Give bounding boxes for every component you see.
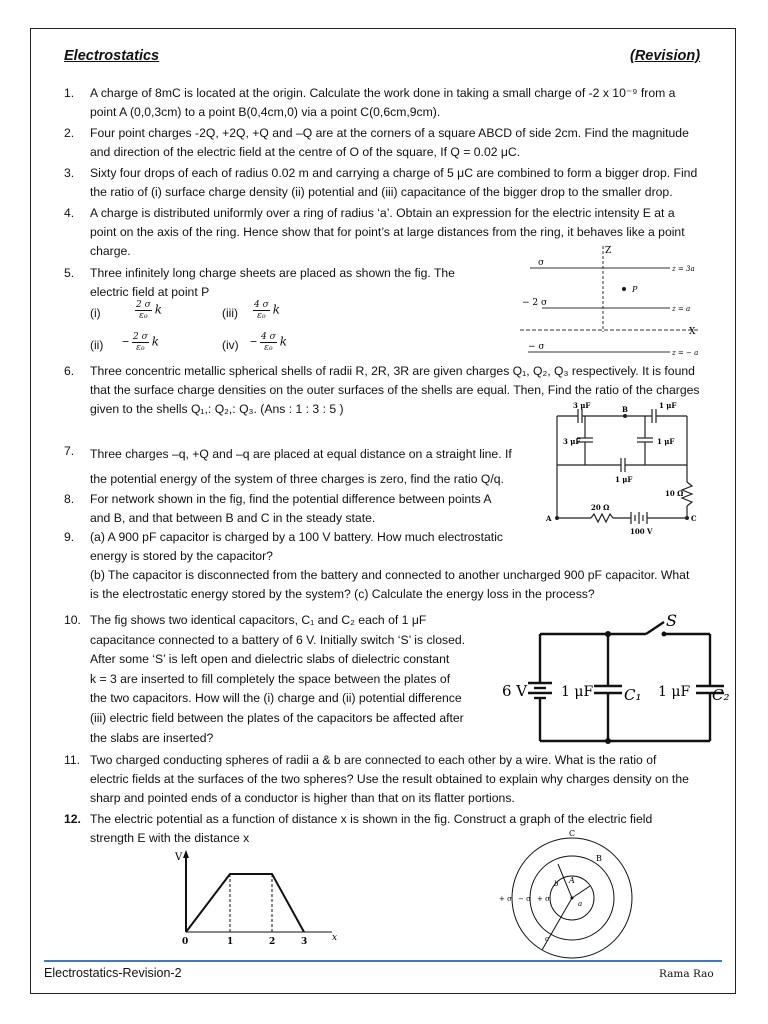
- tick-3: 3: [301, 937, 308, 947]
- sphere-c-label: C: [569, 829, 576, 838]
- x-axis-label: X: [689, 327, 696, 337]
- tick-2: 2: [269, 937, 276, 947]
- question-number: 9.: [64, 530, 75, 544]
- c2-name-label: C₂: [712, 686, 730, 704]
- question-line: that the surface charge densities on the outer surfaces of the shells are equal. Then, Find the ratio of the charges: [90, 383, 700, 397]
- question-line: the ratio of (i) surface charge density (ii) potential and (iii) capacitance of the bigger drop to the smaller drop.: [90, 185, 673, 199]
- document-tag: (Revision): [630, 48, 701, 64]
- sheet-top-position: z = 3a: [672, 265, 695, 273]
- node-b-label: B: [622, 405, 628, 414]
- q5-option-i: (i) $\frac{2 \sigma}{\text{ε₀}}$ k: [90, 300, 163, 321]
- question-line: energy is stored by the capacitor?: [90, 549, 273, 563]
- question-number: 4.: [64, 206, 75, 220]
- potential-graph-figure: [172, 848, 342, 946]
- question-line: capacitance connected to a battery of 6 V. Initially switch ‘S’ is closed.: [90, 632, 466, 647]
- question-line: Four point charges -2Q, +2Q, +Q and –Q are at the corners of a square ABCD of side 2cm. Find the magnitude: [90, 126, 689, 140]
- question-number: 11.: [64, 753, 81, 767]
- footer-title: Electrostatics-Revision-2: [44, 966, 182, 980]
- capacitor-network-figure: [545, 400, 715, 540]
- question-line: After some ‘S’ is left open and dielectric slabs of dielectric constant: [90, 652, 450, 667]
- cap-mid-left-label: 3 μF: [563, 437, 581, 446]
- question-line: A charge is distributed uniformly over a ring of radius ‘a’. Obtain an expression for the electric intensity E at a: [90, 206, 675, 220]
- resistor-left-label: 20 Ω: [591, 503, 610, 512]
- question-line: Three infinitely long charge sheets are placed as shown the fig. The: [90, 266, 455, 280]
- switch-label: S: [666, 611, 677, 630]
- question-line: Three charges –q, +Q and –q are placed at equal distance on a straight line. If: [90, 447, 512, 461]
- question-line: strength E with the distance x: [90, 831, 250, 845]
- sheet-middle-position: z = a: [672, 305, 691, 313]
- battery-label: 6 V: [502, 682, 528, 700]
- question-line: Two charged conducting spheres of radii a & b are connected to each other by a wire. What is the ratio of: [90, 753, 657, 767]
- question-line: and B, and that between B and C in the steady state.: [90, 511, 376, 525]
- question-line: given to the shells Q₁,: Q₂,: Q₃. (Ans : 1 : 3 : 5 ): [90, 402, 344, 416]
- tick-1: 1: [227, 937, 234, 947]
- charge-middle-label: − σ: [518, 895, 531, 903]
- y-axis-label: V: [175, 852, 183, 863]
- c1-value-label: 1 μF: [561, 684, 594, 700]
- x-axis-label: x: [332, 933, 338, 943]
- sheet-bottom-position: z = − a: [672, 349, 699, 357]
- question-line: electric fields at the surfaces of the two spheres? Use the result obtained to explain why charges density on the: [90, 772, 689, 786]
- question-number: 12.: [64, 812, 81, 826]
- question-number: 2.: [64, 126, 75, 140]
- footer-divider: [44, 960, 722, 962]
- footer-author: Rama Rao: [659, 968, 714, 980]
- question-line: point A (0,0,3cm) to a point B(0,4cm,0) via a point C(0,6cm,9cm).: [90, 105, 441, 119]
- concentric-spheres-figure: [498, 826, 648, 956]
- radius-b-label: b: [554, 880, 559, 888]
- question-line: and direction of the electric field at the centre of O of the square, If Q = 0.02 μC.: [90, 145, 521, 159]
- sheet-bottom-charge: − σ: [528, 342, 545, 352]
- sphere-b-label: B: [596, 854, 602, 863]
- question-line: (iii) electric field between the plates of the capacitors be affected after: [90, 710, 464, 725]
- question-number: 1.: [64, 86, 75, 100]
- node-a-label: A: [546, 514, 552, 523]
- charge-inner-label: + σ: [537, 895, 550, 903]
- sphere-a-label: A: [569, 876, 575, 885]
- question-line: For network shown in the fig, find the potential difference between points A: [90, 492, 492, 506]
- c1-name-label: C₁: [624, 686, 642, 704]
- question-number: 10.: [64, 613, 81, 627]
- question-line: electric field at point P: [90, 285, 210, 299]
- question-number: 8.: [64, 492, 75, 506]
- question-line: A charge of 8mC is located at the origin. Calculate the work done in taking a small charge of -2 x 10⁻⁹ from a: [90, 86, 676, 100]
- question-number: 5.: [64, 266, 75, 280]
- charge-outer-label: + σ: [499, 895, 512, 903]
- question-number: 6.: [64, 364, 75, 378]
- cap-top-left-label: 3 μF: [573, 401, 591, 410]
- sheet-middle-charge: − 2 σ: [522, 298, 548, 308]
- question-line: Sixty four drops of each of radius 0.02 m and carrying a charge of 5 μC are combined to form a bigger drop. Find: [90, 166, 698, 180]
- z-axis-label: Z: [605, 246, 612, 256]
- resistor-right-label: 10 Ω: [665, 489, 684, 498]
- question-line: charge.: [90, 244, 131, 258]
- battery-label: 100 V: [630, 527, 653, 536]
- question-line: The fig shows two identical capacitors, C₁ and C₂ each of 1 μF: [90, 613, 427, 627]
- cap-top-right-label: 1 μF: [659, 401, 677, 410]
- question-line: point on the axis of the ring. Hence show that for point’s at large distances from the ring, it behaves like a point: [90, 225, 685, 239]
- question-line: (a) A 900 pF capacitor is charged by a 100 V battery. How much electrostatic: [90, 530, 503, 544]
- q5-option-ii: (ii) − $\frac{2 \sigma}{\text{ε₀}}$ k: [90, 332, 160, 353]
- question-line: k = 3 are inserted to fill completely the space between the plates of: [90, 671, 451, 686]
- point-p-label: P: [632, 285, 638, 294]
- switch-circuit-figure: [498, 608, 738, 752]
- question-line: the two capacitors. How will the (i) charge and (ii) potential difference: [90, 691, 462, 706]
- c2-value-label: 1 μF: [658, 684, 691, 700]
- question-number: 3.: [64, 166, 75, 180]
- question-line: is the electrostatic energy stored by the system? (c) Calculate the energy loss in the process?: [90, 587, 595, 601]
- question-line: The electric potential as a function of distance x is shown in the fig. Construct a graph of the electric field: [90, 812, 653, 826]
- question-line: (b) The capacitor is disconnected from the battery and connected to another uncharged 900 pF capacitor. What: [90, 568, 690, 582]
- question-line: the potential energy of the system of three charges is zero, find the ratio Q/q.: [90, 472, 504, 486]
- point-p-dot: [622, 287, 626, 291]
- cap-bottom-label: 1 μF: [615, 475, 633, 484]
- cap-mid-right-label: 1 μF: [657, 437, 675, 446]
- question-number: 7.: [64, 444, 75, 458]
- radius-c-label: c: [545, 935, 549, 943]
- question-line: Three concentric metallic spherical shells of radii R, 2R, 3R are given charges Q₁, Q₂, Q₃ respectively. It is found: [90, 364, 695, 378]
- q5-option-iii: (iii) $\frac{4 \sigma}{\text{ε₀}}$ k: [222, 300, 281, 321]
- sheet-top-charge: σ: [538, 258, 545, 268]
- charge-sheets-figure: [520, 244, 706, 360]
- radius-a-label: a: [578, 900, 583, 908]
- question-line: sharp and pointed ends of a conductor is higher than that on its flatter portions.: [90, 791, 515, 805]
- tick-0: 0: [182, 937, 189, 947]
- question-line: the slabs are inserted?: [90, 730, 214, 745]
- node-c-label: C: [691, 514, 697, 523]
- q5-option-iv: (iv) − $\frac{4 \sigma}{\text{ε₀}}$ k: [222, 332, 288, 353]
- document-title: Electrostatics: [64, 48, 160, 64]
